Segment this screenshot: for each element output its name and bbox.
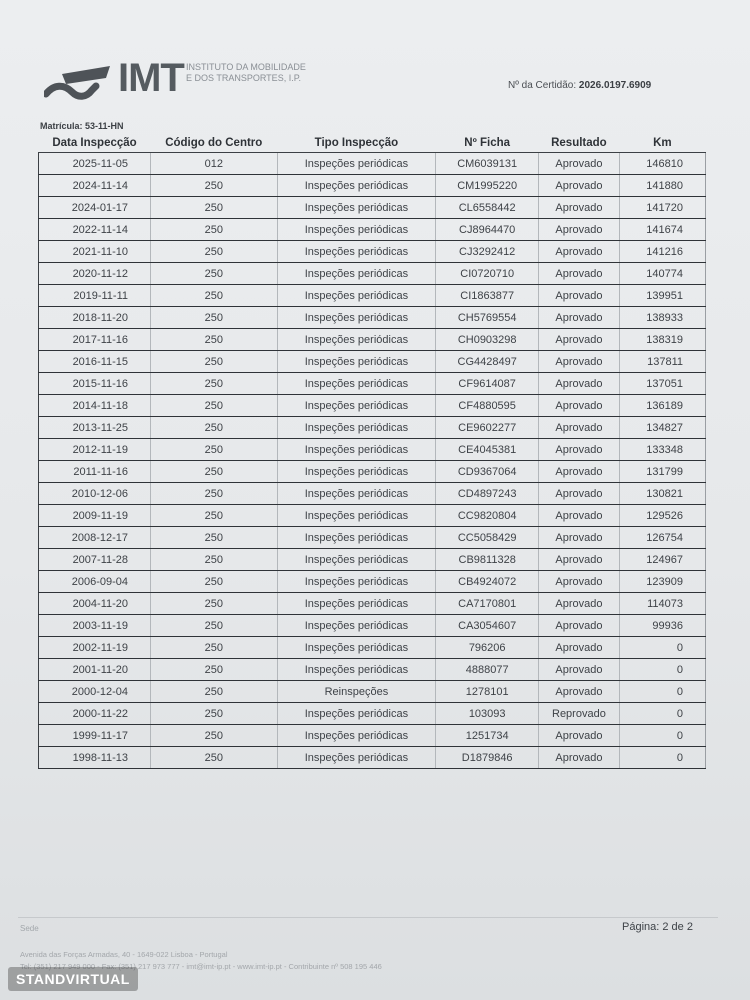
cell-result: Aprovado (539, 571, 620, 593)
cell-km: 126754 (619, 527, 705, 549)
cell-date: 2024-11-14 (39, 175, 151, 197)
cell-result: Aprovado (539, 197, 620, 219)
certificate-value: 2026.0197.6909 (578, 80, 652, 91)
table-row (39, 593, 706, 615)
certificate-number (508, 80, 651, 91)
cell-km: 140774 (619, 263, 705, 285)
footer-contacts: Tel: (351) 217 949 000 - Fax: (351) 217 973 777 - imt@imt-ip.pt - www.imt-ip.pt - Contribuinte nº 508 195 446 (20, 962, 382, 971)
cell-date: 2004-11-20 (39, 593, 151, 615)
cell-center-code: 250 (151, 307, 277, 329)
cell-date: 2012-11-19 (39, 439, 151, 461)
cell-km: 0 (619, 681, 705, 703)
cell-sheet-number: CA7170801 (436, 593, 539, 615)
cell-sheet-number: CD4897243 (436, 483, 539, 505)
cell-inspection-type: Inspeções periódicas (277, 725, 436, 747)
cell-inspection-type: Reinspeções (277, 681, 436, 703)
cell-inspection-type: Inspeções periódicas (277, 351, 436, 373)
cell-sheet-number: CF9614087 (436, 373, 539, 395)
cell-center-code: 250 (151, 505, 277, 527)
cell-center-code: 250 (151, 725, 277, 747)
cell-result: Aprovado (539, 615, 620, 637)
cell-result: Aprovado (539, 637, 620, 659)
cell-date: 2025-11-05 (39, 153, 151, 175)
cell-sheet-number: CJ8964470 (436, 219, 539, 241)
cell-date: 2016-11-15 (39, 351, 151, 373)
cell-center-code: 250 (151, 219, 277, 241)
cell-km: 137811 (619, 351, 705, 373)
cell-center-code: 250 (151, 593, 277, 615)
cell-center-code: 250 (151, 461, 277, 483)
inspections-table (38, 134, 706, 769)
cell-sheet-number: 103093 (436, 703, 539, 725)
cell-km: 129526 (619, 505, 705, 527)
cell-date: 2019-11-11 (39, 285, 151, 307)
column-header-inspection-type: Tipo Inspecção (277, 134, 436, 153)
cell-result: Aprovado (539, 307, 620, 329)
cell-center-code: 012 (151, 153, 277, 175)
table-row (39, 439, 706, 461)
cell-center-code: 250 (151, 329, 277, 351)
table-row (39, 241, 706, 263)
cell-inspection-type: Inspeções periódicas (277, 329, 436, 351)
cell-sheet-number: 4888077 (436, 659, 539, 681)
cell-date: 2020-11-12 (39, 263, 151, 285)
cell-date: 2017-11-16 (39, 329, 151, 351)
cell-sheet-number: CI1863877 (436, 285, 539, 307)
cell-inspection-type: Inspeções periódicas (277, 593, 436, 615)
cell-km: 141720 (619, 197, 705, 219)
cell-km: 134827 (619, 417, 705, 439)
cell-center-code: 250 (151, 527, 277, 549)
cell-result: Aprovado (539, 593, 620, 615)
cell-result: Aprovado (539, 395, 620, 417)
cell-date: 2009-11-19 (39, 505, 151, 527)
cell-sheet-number: CH0903298 (436, 329, 539, 351)
cell-inspection-type: Inspeções periódicas (277, 549, 436, 571)
cell-km: 0 (619, 703, 705, 725)
table-row (39, 307, 706, 329)
cell-date: 2011-11-16 (39, 461, 151, 483)
table-row (39, 615, 706, 637)
table-row (39, 549, 706, 571)
cell-inspection-type: Inspeções periódicas (277, 615, 436, 637)
cell-sheet-number: CH5769554 (436, 307, 539, 329)
cell-km: 141216 (619, 241, 705, 263)
cell-result: Aprovado (539, 175, 620, 197)
table-row (39, 461, 706, 483)
cell-inspection-type: Inspeções periódicas (277, 219, 436, 241)
table-row (39, 219, 706, 241)
cell-date: 2007-11-28 (39, 549, 151, 571)
cell-result: Aprovado (539, 549, 620, 571)
cell-date: 2001-11-20 (39, 659, 151, 681)
cell-sheet-number: CG4428497 (436, 351, 539, 373)
cell-km: 114073 (619, 593, 705, 615)
cell-km: 141880 (619, 175, 705, 197)
cell-inspection-type: Inspeções periódicas (277, 307, 436, 329)
cell-km: 133348 (619, 439, 705, 461)
cell-center-code: 250 (151, 241, 277, 263)
cell-km: 138933 (619, 307, 705, 329)
cell-inspection-type: Inspeções periódicas (277, 263, 436, 285)
cell-sheet-number: CA3054607 (436, 615, 539, 637)
table-row (39, 153, 706, 175)
cell-inspection-type: Inspeções periódicas (277, 659, 436, 681)
cell-inspection-type: Inspeções periódicas (277, 439, 436, 461)
cell-sheet-number: 1251734 (436, 725, 539, 747)
cell-date: 2018-11-20 (39, 307, 151, 329)
cell-km: 0 (619, 637, 705, 659)
cell-result: Aprovado (539, 263, 620, 285)
cell-inspection-type: Inspeções periódicas (277, 241, 436, 263)
cell-km: 141674 (619, 219, 705, 241)
cell-km: 131799 (619, 461, 705, 483)
cell-date: 2008-12-17 (39, 527, 151, 549)
cell-sheet-number: CJ3292412 (436, 241, 539, 263)
cell-center-code: 250 (151, 285, 277, 307)
table-row (39, 659, 706, 681)
cell-sheet-number: CB9811328 (436, 549, 539, 571)
cell-date: 2024-01-17 (39, 197, 151, 219)
cell-result: Aprovado (539, 285, 620, 307)
cell-result: Aprovado (539, 747, 620, 769)
table-row (39, 483, 706, 505)
cell-km: 124967 (619, 549, 705, 571)
cell-sheet-number: CE9602277 (436, 417, 539, 439)
table-row (39, 637, 706, 659)
imt-wave-icon (44, 60, 116, 106)
cell-result: Aprovado (539, 417, 620, 439)
cell-sheet-number: CI0720710 (436, 263, 539, 285)
cell-date: 2015-11-16 (39, 373, 151, 395)
cell-sheet-number: CC5058429 (436, 527, 539, 549)
column-header-km: Km (619, 134, 705, 153)
table-row (39, 747, 706, 769)
column-header-date: Data Inspecção (39, 134, 151, 153)
cell-km: 138319 (619, 329, 705, 351)
cell-result: Aprovado (539, 461, 620, 483)
cell-inspection-type: Inspeções periódicas (277, 505, 436, 527)
cell-center-code: 250 (151, 659, 277, 681)
cell-center-code: 250 (151, 549, 277, 571)
cell-center-code: 250 (151, 615, 277, 637)
logo-subtitle: INSTITUTO DA MOBILIDADE E DOS TRANSPORTES, I.P. (186, 62, 306, 83)
cell-sheet-number: CL6558442 (436, 197, 539, 219)
cell-sheet-number: CM6039131 (436, 153, 539, 175)
cell-sheet-number: CB4924072 (436, 571, 539, 593)
cell-km: 130821 (619, 483, 705, 505)
cell-result: Aprovado (539, 219, 620, 241)
cell-date: 2006-09-04 (39, 571, 151, 593)
table-row (39, 197, 706, 219)
registration-plate: Matrícula: 53-11-HN (40, 121, 124, 131)
cell-sheet-number: CM1995220 (436, 175, 539, 197)
cell-date: 2021-11-10 (39, 241, 151, 263)
logo-wordmark: IMT (118, 56, 184, 100)
cell-center-code: 250 (151, 175, 277, 197)
cell-date: 2000-11-22 (39, 703, 151, 725)
table-row (39, 395, 706, 417)
table-header-row (39, 134, 706, 153)
table-row (39, 703, 706, 725)
cell-km: 0 (619, 659, 705, 681)
cell-result: Reprovado (539, 703, 620, 725)
cell-inspection-type: Inspeções periódicas (277, 417, 436, 439)
cell-inspection-type: Inspeções periódicas (277, 461, 436, 483)
table-row (39, 373, 706, 395)
imt-logo (44, 58, 184, 108)
cell-center-code: 250 (151, 417, 277, 439)
cell-center-code: 250 (151, 483, 277, 505)
cell-result: Aprovado (539, 329, 620, 351)
cell-date: 2003-11-19 (39, 615, 151, 637)
cell-result: Aprovado (539, 527, 620, 549)
table-row (39, 571, 706, 593)
cell-sheet-number: CC9820804 (436, 505, 539, 527)
cell-result: Aprovado (539, 153, 620, 175)
cell-inspection-type: Inspeções periódicas (277, 527, 436, 549)
cell-sheet-number: CE4045381 (436, 439, 539, 461)
cell-result: Aprovado (539, 725, 620, 747)
cell-result: Aprovado (539, 505, 620, 527)
table-row (39, 527, 706, 549)
cell-result: Aprovado (539, 659, 620, 681)
cell-result: Aprovado (539, 373, 620, 395)
cell-center-code: 250 (151, 351, 277, 373)
cell-km: 123909 (619, 571, 705, 593)
footer-address: Avenida das Forças Armadas, 40 - 1649-022 Lisboa - Portugal (20, 950, 228, 959)
cell-inspection-type: Inspeções periódicas (277, 175, 436, 197)
table-row (39, 329, 706, 351)
cell-date: 2010-12-06 (39, 483, 151, 505)
certificate-label: Nº da Certidão: (508, 80, 577, 91)
cell-km: 139951 (619, 285, 705, 307)
table-row (39, 285, 706, 307)
cell-center-code: 250 (151, 637, 277, 659)
cell-center-code: 250 (151, 373, 277, 395)
cell-inspection-type: Inspeções periódicas (277, 285, 436, 307)
cell-inspection-type: Inspeções periódicas (277, 703, 436, 725)
cell-date: 2000-12-04 (39, 681, 151, 703)
table-row (39, 175, 706, 197)
cell-inspection-type: Inspeções periódicas (277, 153, 436, 175)
cell-km: 99936 (619, 615, 705, 637)
cell-sheet-number: CF4880595 (436, 395, 539, 417)
table-row (39, 417, 706, 439)
table-row (39, 681, 706, 703)
table-row (39, 263, 706, 285)
standvirtual-watermark: STANDVIRTUAL (8, 967, 138, 991)
cell-center-code: 250 (151, 263, 277, 285)
cell-date: 2022-11-14 (39, 219, 151, 241)
cell-inspection-type: Inspeções periódicas (277, 373, 436, 395)
cell-km: 0 (619, 725, 705, 747)
footer-sede: Sede (20, 924, 39, 933)
cell-inspection-type: Inspeções periódicas (277, 395, 436, 417)
page-number: Página: 2 de 2 (622, 921, 693, 933)
cell-inspection-type: Inspeções periódicas (277, 637, 436, 659)
cell-result: Aprovado (539, 241, 620, 263)
cell-center-code: 250 (151, 395, 277, 417)
footer-divider (18, 917, 718, 918)
cell-center-code: 250 (151, 681, 277, 703)
cell-km: 0 (619, 747, 705, 769)
column-header-result: Resultado (539, 134, 620, 153)
cell-result: Aprovado (539, 681, 620, 703)
cell-date: 2014-11-18 (39, 395, 151, 417)
cell-inspection-type: Inspeções periódicas (277, 197, 436, 219)
cell-sheet-number: D1879846 (436, 747, 539, 769)
column-header-sheet-number: Nº Ficha (436, 134, 539, 153)
cell-km: 136189 (619, 395, 705, 417)
document-header (0, 0, 750, 131)
table-row (39, 351, 706, 373)
cell-result: Aprovado (539, 351, 620, 373)
table-row (39, 725, 706, 747)
cell-center-code: 250 (151, 747, 277, 769)
cell-inspection-type: Inspeções periódicas (277, 483, 436, 505)
cell-date: 1998-11-13 (39, 747, 151, 769)
cell-inspection-type: Inspeções periódicas (277, 571, 436, 593)
cell-sheet-number: 1278101 (436, 681, 539, 703)
cell-result: Aprovado (539, 439, 620, 461)
cell-km: 146810 (619, 153, 705, 175)
cell-result: Aprovado (539, 483, 620, 505)
cell-center-code: 250 (151, 571, 277, 593)
cell-date: 2002-11-19 (39, 637, 151, 659)
table-row (39, 505, 706, 527)
cell-sheet-number: CD9367064 (436, 461, 539, 483)
column-header-center-code: Código do Centro (151, 134, 277, 153)
cell-center-code: 250 (151, 703, 277, 725)
cell-inspection-type: Inspeções periódicas (277, 747, 436, 769)
cell-date: 2013-11-25 (39, 417, 151, 439)
cell-km: 137051 (619, 373, 705, 395)
cell-date: 1999-11-17 (39, 725, 151, 747)
cell-center-code: 250 (151, 439, 277, 461)
cell-center-code: 250 (151, 197, 277, 219)
cell-sheet-number: 796206 (436, 637, 539, 659)
